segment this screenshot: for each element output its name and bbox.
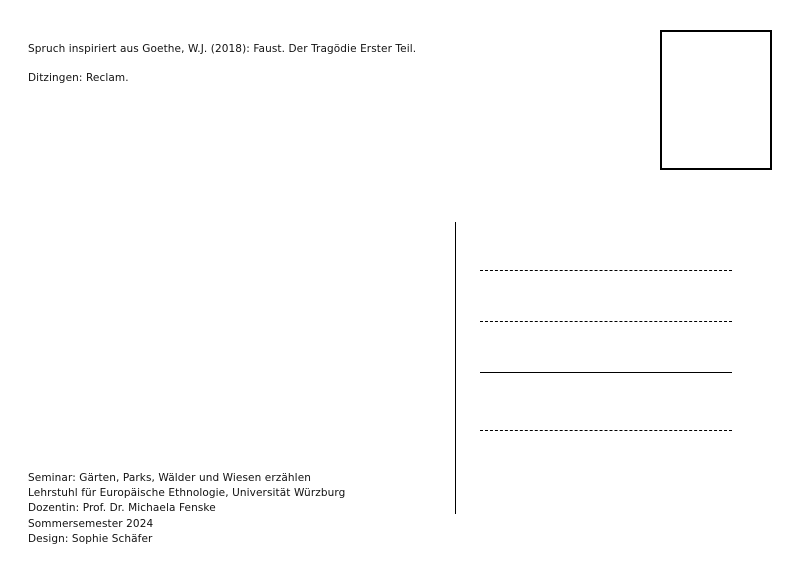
- credits-line-lecturer: Dozentin: Prof. Dr. Michaela Fenske: [28, 502, 216, 515]
- vertical-divider: [455, 222, 456, 514]
- credits-line-design: Design: Sophie Schäfer: [28, 532, 153, 545]
- address-line-spacer-2: [480, 322, 732, 372]
- credits-block: [28, 471, 345, 547]
- credits-line-chair: Lehrstuhl für Europäische Ethnologie, Universität Würzburg: [28, 487, 346, 500]
- address-line-spacer-3: [480, 373, 732, 430]
- citation-line-2: Ditzingen: Reclam.: [28, 72, 129, 85]
- credits-line-seminar: Seminar: Gärten, Parks, Wälder und Wiesen erzählen: [28, 471, 312, 484]
- address-line-4: [480, 430, 732, 431]
- stamp-placeholder-box: [660, 30, 772, 170]
- citation-line-1: Spruch inspiriert aus Goethe, W.J. (2018): Faust. Der Tragödie Erster Teil.: [28, 43, 417, 56]
- address-writing-lines: [480, 270, 732, 431]
- address-line-spacer-1: [480, 271, 732, 321]
- credits-line-semester: Sommersemester 2024: [28, 517, 154, 530]
- citation-block: [28, 28, 416, 100]
